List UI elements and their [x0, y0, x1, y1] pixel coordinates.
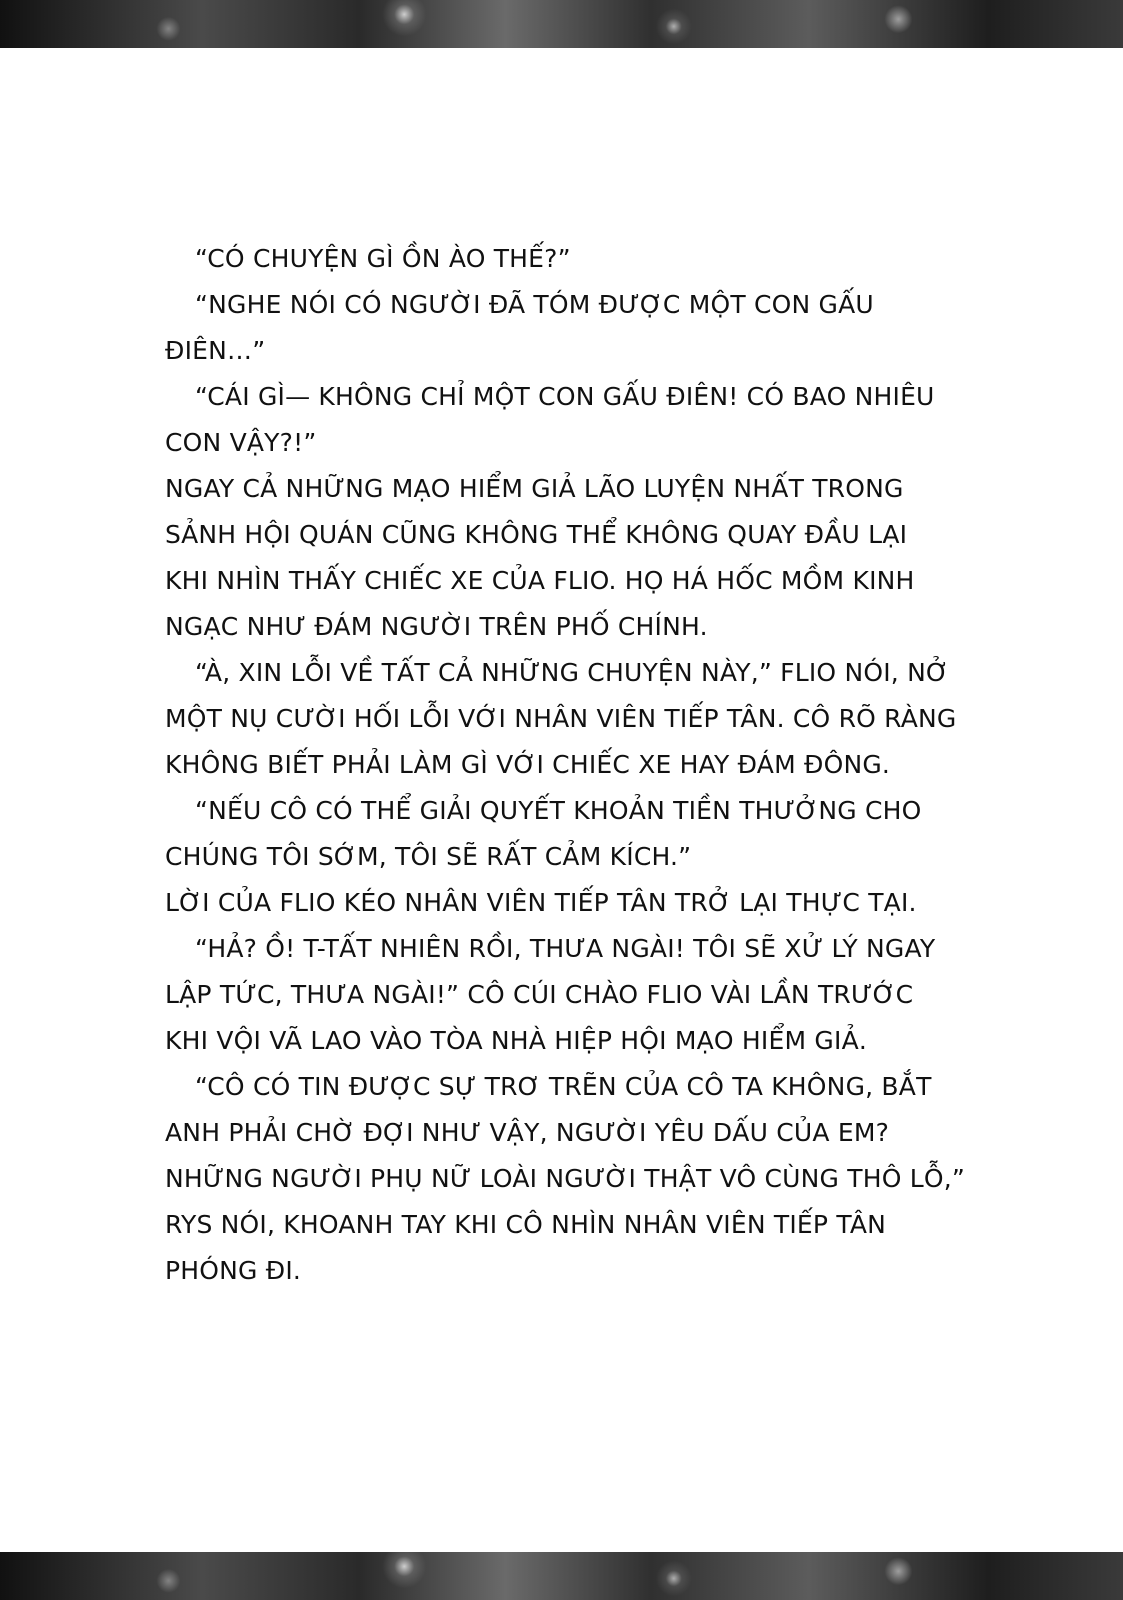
bottom-decorative-band: [0, 1552, 1123, 1600]
text-line: “HẢ? Ồ! T-TẤT NHIÊN RỒI, THƯA NGÀI! TÔI SẼ XỬ LÝ NGAY: [195, 934, 936, 963]
text-line: RYS NÓI, KHOANH TAY KHI CÔ NHÌN NHÂN VIÊN TIẾP TÂN: [165, 1210, 887, 1239]
text-line: KHÔNG BIẾT PHẢI LÀM GÌ VỚI CHIẾC XE HAY ĐÁM ĐÔNG.: [165, 750, 891, 779]
text-line: ĐIÊN…”: [165, 336, 266, 365]
text-line: SẢNH HỘI QUÁN CŨNG KHÔNG THỂ KHÔNG QUAY ĐẦU LẠI: [165, 520, 908, 549]
text-line: KHI NHÌN THẤY CHIẾC XE CỦA FLIO. HỌ HÁ HỐC MỒM KINH: [165, 566, 915, 595]
text-line: “CÔ CÓ TIN ĐƯỢC SỰ TRƠ TRẼN CỦA CÔ TA KHÔNG, BẮT: [195, 1072, 932, 1101]
text-line: PHÓNG ĐI.: [165, 1256, 302, 1285]
text-line: LẬP TỨC, THƯA NGÀI!” CÔ CÚI CHÀO FLIO VÀI LẦN TRƯỚC: [165, 980, 914, 1009]
text-line: ANH PHẢI CHỜ ĐỢI NHƯ VẬY, NGƯỜI YÊU DẤU CỦA EM?: [165, 1118, 890, 1147]
text-line: LỜI CỦA FLIO KÉO NHÂN VIÊN TIẾP TÂN TRỞ LẠI THỰC TẠI.: [165, 888, 917, 917]
text-line: NGAY CẢ NHỮNG MẠO HIỂM GIẢ LÃO LUYỆN NHẤT TRONG: [165, 474, 904, 503]
text-line: KHI VỘI VÃ LAO VÀO TÒA NHÀ HIỆP HỘI MẠO HIỂM GIẢ.: [165, 1026, 868, 1055]
text-line: “À, XIN LỖI VỀ TẤT CẢ NHỮNG CHUYỆN NÀY,” FLIO NÓI, NỞ: [195, 658, 950, 687]
text-line: “CÁI GÌ— KHÔNG CHỈ MỘT CON GẤU ĐIÊN! CÓ BAO NHIÊU: [195, 382, 935, 411]
text-line: CON VẬY?!”: [165, 428, 317, 457]
text-line: “NGHE NÓI CÓ NGƯỜI ĐÃ TÓM ĐƯỢC MỘT CON GẤU: [195, 290, 874, 319]
text-line: NGẠC NHƯ ĐÁM NGƯỜI TRÊN PHỐ CHÍNH.: [165, 612, 708, 641]
text-line: NHỮNG NGƯỜI PHỤ NỮ LOÀI NGƯỜI THẬT VÔ CÙNG THÔ LỖ,”: [165, 1164, 966, 1193]
text-line: MỘT NỤ CƯỜI HỐI LỖI VỚI NHÂN VIÊN TIẾP TÂN. CÔ RÕ RÀNG: [165, 704, 957, 733]
text-line: CHÚNG TÔI SỚM, TÔI SẼ RẤT CẢM KÍCH.”: [165, 842, 692, 871]
text-line: “CÓ CHUYỆN GÌ ỒN ÀO THẾ?”: [195, 244, 571, 273]
page-text-block: [165, 236, 965, 1294]
text-line: “NẾU CÔ CÓ THỂ GIẢI QUYẾT KHOẢN TIỀN THƯỞNG CHO: [195, 796, 922, 825]
top-decorative-band: [0, 0, 1123, 48]
